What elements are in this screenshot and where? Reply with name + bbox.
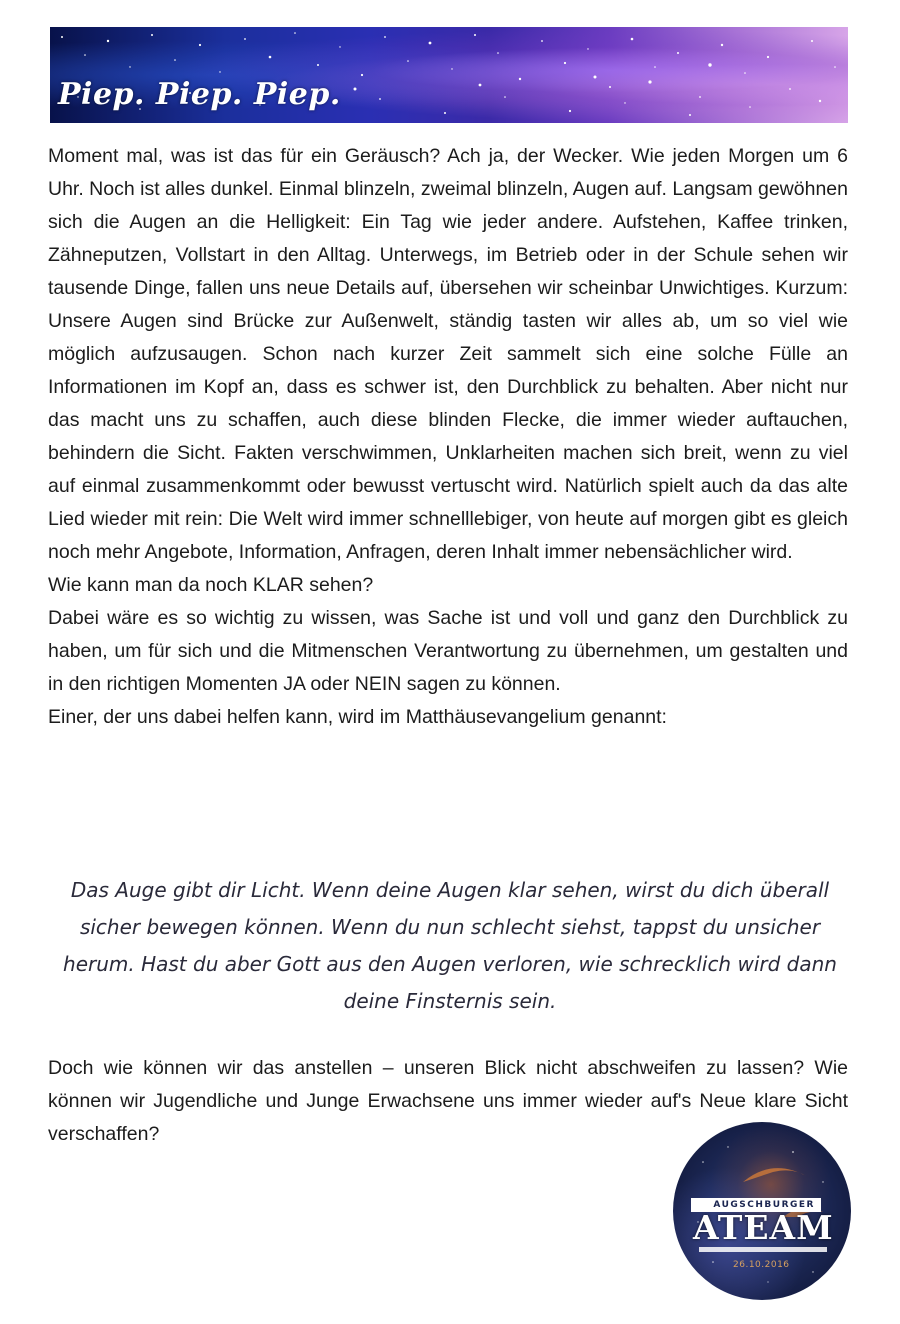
body-paragraph-3: Dabei wäre es so wichtig zu wissen, was Sache ist und voll und ganz den Durchblick zu haben, um für sich und die Mitmenschen Verantwortung zu übernehmen, um gestalten und in den richtigen Momenten JA oder NEIN sagen zu können. — [48, 607, 848, 695]
main-body — [48, 140, 848, 734]
bible-quote: Das Auge gibt dir Licht. Wenn deine Augen klar sehen, wirst du dich überall sicher bewegen können. Wenn du nun schlecht siehst, tappst du unsicher herum. Hast du aber Gott aus den Augen verloren, wie schrecklich wird dann deine Finsternis sein. — [63, 878, 837, 1013]
logo-rule — [699, 1247, 827, 1252]
logo-main-text: ATEAM — [693, 1208, 834, 1247]
banner-title: Piep. Piep. Piep. — [58, 77, 341, 112]
ateam-logo — [673, 1122, 851, 1300]
galaxy-banner — [50, 27, 848, 123]
closing-paragraph: Doch wie können wir das anstellen – unseren Blick nicht abschweifen zu lassen? Wie können wir Jugendliche und Junge Erwachsene uns immer wieder auf's Neue klare Sicht verschaffen? — [48, 1057, 848, 1145]
body-paragraph-1: Moment mal, was ist das für ein Geräusch? Ach ja, der Wecker. Wie jeden Morgen um 6 Uhr. Noch ist alles dunkel. Einmal blinzeln, zweimal blinzeln, Augen auf. Langsam gewöhnen sich die Augen an die Helligkeit: Ein Tag wie jeder andere. Aufstehen, Kaffee trinken, Zähneputzen, Vollstart in den Alltag. Unterwegs, im Betrieb oder in der Schule sehen wir tausende Dinge, fallen uns neue Details auf, übersehen wir scheinbar Unwichtiges. Kurzum: Unsere Augen sind Brücke zur Außenwelt, ständig tasten wir alles ab, um so viel wie möglich aufzusaugen. Schon nach kurzer Zeit sammelt sich eine solche Fülle an Informationen im Kopf an, dass es schwer ist, den Durchblick zu behalten. Aber nicht nur das macht uns zu schaffen, auch diese blinden Flecke, die immer wieder auftauchen, behindern die Sicht. Fakten verschwimmen, Unklarheiten machen sich breit, wenn zu viel auf einmal zusammenkommt oder bewusst vertuscht wird. Natürlich spielt auch da das alte Lied wieder mit rein: Die Welt wird immer schnelllebiger, von heute auf morgen gibt es gleich noch mehr Angebote, Information, Anfragen, deren Inhalt immer nebensächlicher wird. — [48, 145, 848, 563]
body-paragraph-2: Wie kann man da noch KLAR sehen? — [48, 574, 374, 596]
logo-date: 26.10.2016 — [733, 1260, 790, 1270]
body-paragraph-4: Einer, der uns dabei helfen kann, wird im Matthäusevangelium genannt: — [48, 706, 667, 728]
logo-top-text: AUGSCHBURGER — [691, 1198, 821, 1212]
